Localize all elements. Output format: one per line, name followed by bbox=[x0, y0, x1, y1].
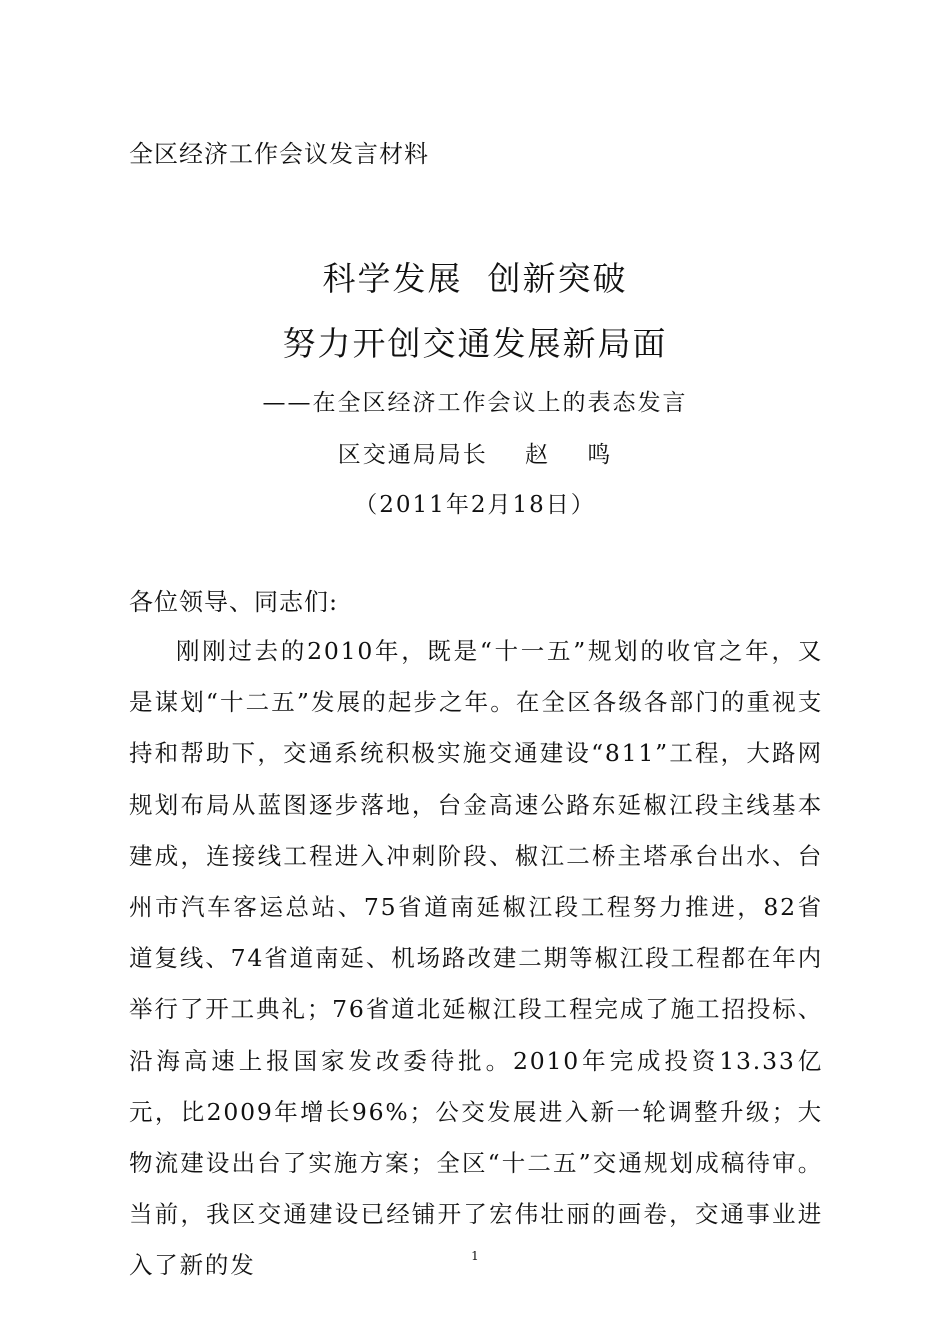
salutation: 各位领导、同志们: bbox=[129, 588, 339, 616]
date-line: （2011年2月18日） bbox=[354, 492, 596, 518]
page-number: 1 bbox=[471, 1249, 479, 1263]
main-title-line-1: 科学发展 创新突破 bbox=[322, 259, 628, 298]
author-line: 区交通局局长 赵 鸣 bbox=[337, 442, 613, 468]
document-header-label: 全区经济工作会议发言材料 bbox=[129, 140, 429, 168]
body-paragraph: 刚刚过去的2010年，既是“十一五”规划的收官之年，又是谋划“十二五”发展的起步之年。在全区各级各部门的重视支持和帮助下，交通系统积极实施交通建设“811”工程，大路网规划布局从蓝图逐步落地，台金高速公路东延椒江段主线基本建成，连接线工程进入冲刺阶段、椒江二桥主塔承台出水、台州市汽车客运总站、75省道南延椒江段工程努力推进，82省道复线、74省道南延、机场路改建二期等椒江段工程都在年内举行了开工典礼；76省道北延椒江段工程完成了施工招投标、沿海高速上报国家发改委待批。2010年完成投资13.33亿元，比2009年增长96%；公交发展进入新一轮调整升级；大物流建设出台了实施方案；全区“十二五”交通规划成稿待审。当前，我区交通建设已经铺开了宏伟壮丽的画卷，交通事业进入了新的发 bbox=[129, 637, 823, 1280]
subtitle: ——在全区经济工作会议上的表态发言 bbox=[262, 390, 688, 416]
main-title-line-2: 努力开创交通发展新局面 bbox=[282, 324, 668, 363]
